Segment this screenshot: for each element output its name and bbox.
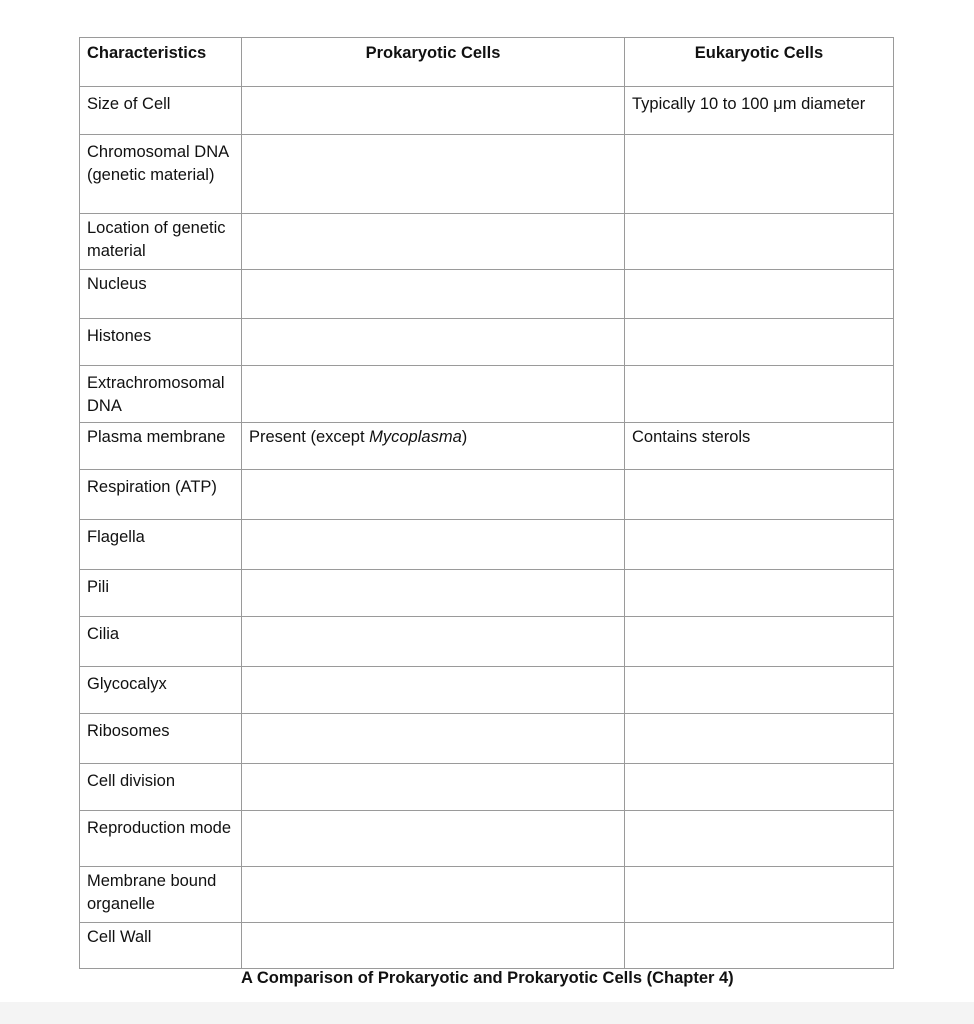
prokaryotic-cell[interactable] bbox=[242, 811, 625, 867]
row-label: Histones bbox=[80, 319, 242, 366]
eukaryotic-cell[interactable] bbox=[625, 214, 894, 270]
table-row bbox=[80, 87, 894, 135]
prokaryotic-cell[interactable] bbox=[242, 570, 625, 617]
table-row bbox=[80, 667, 894, 714]
eukaryotic-cell[interactable] bbox=[625, 617, 894, 667]
eukaryotic-cell[interactable] bbox=[625, 667, 894, 714]
header-eukaryotic: Eukaryotic Cells bbox=[625, 38, 894, 87]
row-label: Ribosomes bbox=[80, 714, 242, 764]
prokaryotic-cell[interactable] bbox=[242, 423, 625, 470]
prokaryotic-cell[interactable] bbox=[242, 617, 625, 667]
table-row bbox=[80, 520, 894, 570]
eukaryotic-cell[interactable] bbox=[625, 135, 894, 214]
table-row bbox=[80, 764, 894, 811]
eukaryotic-cell[interactable] bbox=[625, 570, 894, 617]
table-row bbox=[80, 867, 894, 923]
table-row bbox=[80, 366, 894, 423]
eukaryotic-cell[interactable] bbox=[625, 520, 894, 570]
table-row bbox=[80, 214, 894, 270]
row-label: Plasma membrane bbox=[80, 423, 242, 470]
eukaryotic-cell[interactable]: Typically 10 to 100 μm diameter bbox=[625, 87, 894, 135]
prokaryotic-cell[interactable] bbox=[242, 366, 625, 423]
header-prokaryotic: Prokaryotic Cells bbox=[242, 38, 625, 87]
prokaryotic-cell[interactable] bbox=[242, 520, 625, 570]
eukaryotic-cell[interactable]: Contains sterols bbox=[625, 423, 894, 470]
table-row bbox=[80, 570, 894, 617]
prokaryotic-cell[interactable] bbox=[242, 667, 625, 714]
row-label: Cell Wall bbox=[80, 923, 242, 969]
row-label: Respiration (ATP) bbox=[80, 470, 242, 520]
row-label: Nucleus bbox=[80, 270, 242, 319]
row-label: Glycocalyx bbox=[80, 667, 242, 714]
prokaryotic-text-suffix: ) bbox=[461, 428, 468, 446]
prokaryotic-cell[interactable] bbox=[242, 319, 625, 366]
header-characteristics: Characteristics bbox=[80, 38, 242, 87]
page-bottom-band bbox=[0, 1002, 974, 1024]
row-label: Cell division bbox=[80, 764, 242, 811]
eukaryotic-cell[interactable] bbox=[625, 764, 894, 811]
table-caption: A Comparison of Prokaryotic and Prokaryotic Cells (Chapter 4) bbox=[241, 969, 734, 987]
prokaryotic-text-italic: Mycoplasma bbox=[369, 428, 462, 446]
table-row bbox=[80, 714, 894, 764]
prokaryotic-cell[interactable] bbox=[242, 214, 625, 270]
row-label: Extrachromosomal DNA bbox=[80, 366, 242, 423]
row-label: Chromosomal DNA (genetic material) bbox=[80, 135, 242, 214]
prokaryotic-cell[interactable] bbox=[242, 923, 625, 969]
table-row bbox=[80, 811, 894, 867]
row-label: Size of Cell bbox=[80, 87, 242, 135]
eukaryotic-cell[interactable] bbox=[625, 923, 894, 969]
prokaryotic-cell[interactable] bbox=[242, 87, 625, 135]
prokaryotic-text-prefix: Present (except bbox=[249, 428, 370, 446]
row-label: Membrane bound organelle bbox=[80, 867, 242, 923]
prokaryotic-cell[interactable] bbox=[242, 714, 625, 764]
row-label: Cilia bbox=[80, 617, 242, 667]
eukaryotic-cell[interactable] bbox=[625, 470, 894, 520]
table-row bbox=[80, 270, 894, 319]
eukaryotic-cell[interactable] bbox=[625, 319, 894, 366]
row-label: Reproduction mode bbox=[80, 811, 242, 867]
row-label: Flagella bbox=[80, 520, 242, 570]
table-row bbox=[80, 470, 894, 520]
eukaryotic-cell[interactable] bbox=[625, 714, 894, 764]
row-label: Pili bbox=[80, 570, 242, 617]
table-row bbox=[80, 423, 894, 470]
table-row bbox=[80, 923, 894, 969]
prokaryotic-cell[interactable] bbox=[242, 867, 625, 923]
eukaryotic-cell[interactable] bbox=[625, 867, 894, 923]
comparison-table bbox=[79, 37, 894, 969]
table-row bbox=[80, 319, 894, 366]
row-label: Location of genetic material bbox=[80, 214, 242, 270]
eukaryotic-cell[interactable] bbox=[625, 270, 894, 319]
table-row bbox=[80, 617, 894, 667]
table-row bbox=[80, 135, 894, 214]
table-header-row bbox=[80, 38, 894, 87]
eukaryotic-cell[interactable] bbox=[625, 366, 894, 423]
prokaryotic-cell[interactable] bbox=[242, 135, 625, 214]
eukaryotic-cell[interactable] bbox=[625, 811, 894, 867]
prokaryotic-cell[interactable] bbox=[242, 270, 625, 319]
prokaryotic-cell[interactable] bbox=[242, 764, 625, 811]
prokaryotic-cell[interactable] bbox=[242, 470, 625, 520]
